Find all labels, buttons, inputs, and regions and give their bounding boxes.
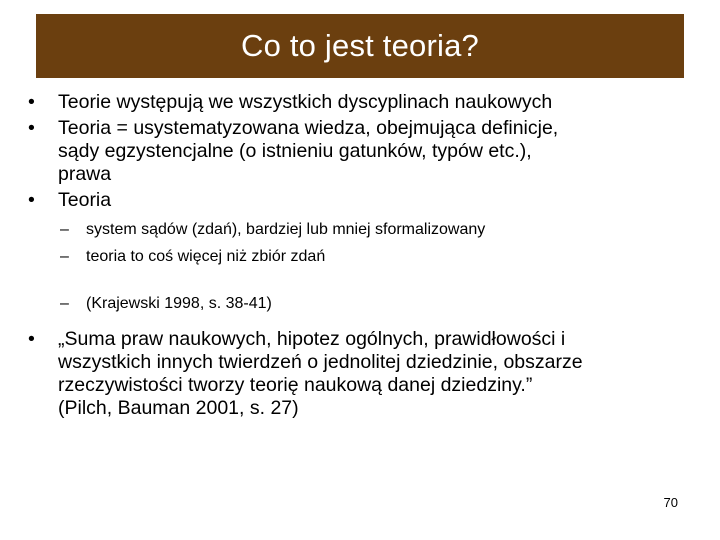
sub-item <box>28 294 708 314</box>
bullet-line: sądy egzystencjalne (o istnieniu gatunków, typów etc.), <box>58 140 532 162</box>
dash-icon: – <box>60 221 69 238</box>
bullet-icon: • <box>28 189 35 211</box>
bullet-line: Teoria <box>58 189 112 211</box>
dash-icon: – <box>60 295 69 312</box>
bullet-item <box>28 117 708 186</box>
bullet-icon: • <box>28 91 35 113</box>
bullet-item <box>28 189 708 212</box>
dash-icon: – <box>60 248 69 265</box>
bullet-icon: • <box>28 328 35 350</box>
bullet-line: rzeczywistości tworzy teorię naukową danej dziedziny.” <box>58 374 533 396</box>
page-number: 70 <box>663 495 678 510</box>
bullet-line: (Pilch, Bauman 2001, s. 27) <box>58 397 299 419</box>
bullet-line: wszystkich innych twierdzeń o jednolitej dziedzinie, obszarze <box>58 351 583 373</box>
sub-item-text: system sądów (zdań), bardziej lub mniej sformalizowany <box>86 221 486 238</box>
slide-content <box>28 91 708 420</box>
sub-item-text: (Krajewski 1998, s. 38-41) <box>86 295 272 312</box>
bullet-icon: • <box>28 117 35 139</box>
bullet-line: „Suma praw naukowych, hipotez ogólnych, prawidłowości i <box>58 328 566 350</box>
title-bar <box>36 14 684 78</box>
sub-item <box>28 220 708 240</box>
sub-item <box>28 247 708 267</box>
sub-item-text: teoria to coś więcej niż zbiór zdań <box>86 248 326 265</box>
bullet-line: Teoria = usystematyzowana wiedza, obejmująca definicje, <box>58 117 559 139</box>
bullet-item <box>28 91 708 114</box>
bullet-line: prawa <box>58 163 112 185</box>
bullet-item <box>28 328 708 420</box>
slide-title: Co to jest teoria? <box>241 28 479 63</box>
bullet-line: Teorie występują we wszystkich dyscyplinach naukowych <box>58 91 553 113</box>
